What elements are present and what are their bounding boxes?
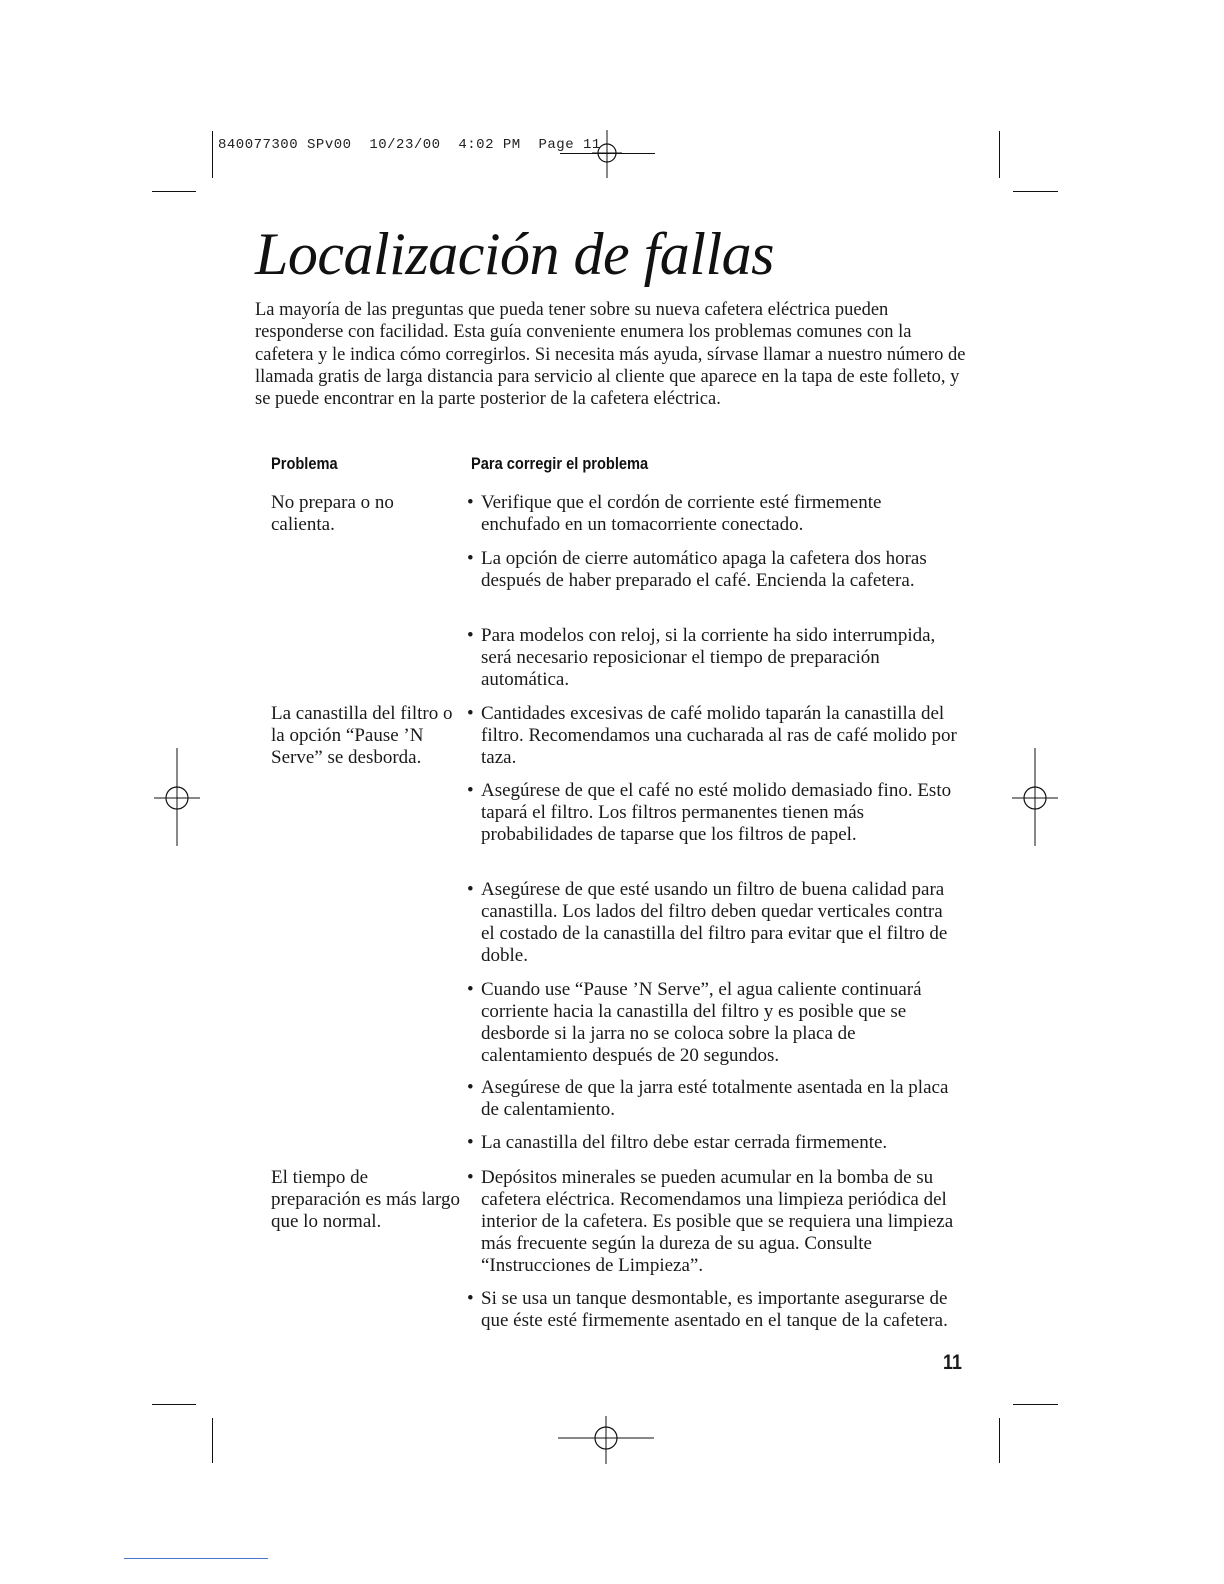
crop-mark-bottom-left-horizontal	[152, 1404, 196, 1405]
fix-text: La opción de cierre automático apaga la cafetera dos horas después de haber preparado el café. Encienda la cafetera.	[481, 548, 927, 591]
fix-item	[467, 1077, 957, 1121]
page-number: 11	[943, 1351, 962, 1374]
fix-item	[467, 548, 957, 592]
bullet: •	[467, 625, 474, 646]
problem-cell: El tiempo de preparación es más largo que lo normal.	[271, 1167, 461, 1232]
crop-mark-top-right-vertical	[999, 131, 1000, 178]
crop-mark-bottom-left-vertical	[212, 1418, 213, 1463]
slug-time: 4:02 PM	[458, 137, 521, 153]
bullet: •	[467, 979, 474, 1000]
fix-text: Cantidades excesivas de café molido taparán la canastilla del filtro. Recomendamos una cucharada al ras de café molido por taza.	[481, 703, 957, 768]
fix-text: Depósitos minerales se pueden acumular en la bomba de su cafetera eléctrica. Recomendamos una limpieza periódica del interior de la cafetera. Es posible que se requiera una limpieza más frecuente según la dureza de su agua. Consulte “Instrucciones de Limpieza”.	[481, 1167, 954, 1276]
crop-mark-top-left-vertical	[212, 131, 213, 178]
bullet: •	[467, 492, 474, 513]
fix-item	[467, 492, 957, 536]
registration-mark-top-icon	[590, 130, 624, 180]
problem-cell: La canastilla del filtro o la opción “Pause ’N Serve” se desborda.	[271, 703, 453, 768]
bottom-rule	[124, 1558, 268, 1559]
fix-text: Si se usa un tanque desmontable, es importante asegurarse de que éste esté firmemente asentado en el tanque de la cafetera.	[481, 1288, 948, 1331]
column-header-problem: Problema	[271, 454, 338, 473]
problem-cell: No prepara o no calienta.	[271, 492, 394, 535]
intro-paragraph: La mayoría de las preguntas que pueda tener sobre su nueva cafetera eléctrica pueden responderse con facilidad. Esta guía conveniente enumera los problemas comunes con la cafetera y le indica cómo corregirlos. Si necesita más ayuda, sírvase llamar a nuestro número de llamada gratis de larga distancia para servicio al cliente que aparece en la tapa de este folleto, y se puede encontrar en la parte posterior de la cafetera eléctrica.	[255, 300, 966, 410]
bullet: •	[467, 1288, 474, 1309]
page-title: Localización de fallas	[255, 221, 774, 287]
fix-text: Cuando use “Pause ’N Serve”, el agua caliente continuará corriente hacia la canastilla del filtro y es posible que se desborde si la jarra no se coloca sobre la placa de calentamiento después de 20 segundos.	[481, 979, 922, 1066]
fix-text: Asegúrese de que el café no esté molido demasiado fino. Esto tapará el filtro. Los filtros permanentes tienen más probabilidades de taparse que los filtros de papel.	[481, 780, 952, 845]
fix-text: Para modelos con reloj, si la corriente ha sido interrumpida, será necesario reposicionar el tiempo de preparación automática.	[481, 625, 936, 690]
fix-item	[467, 979, 957, 1067]
fix-text: La canastilla del filtro debe estar cerrada firmemente.	[481, 1132, 888, 1153]
fix-item	[467, 1132, 957, 1154]
fix-item	[467, 1167, 957, 1277]
printer-slug	[218, 137, 601, 153]
fix-item	[467, 703, 957, 769]
slug-code: 840077300 SPv00	[218, 137, 352, 153]
fix-item	[467, 879, 957, 967]
crop-mark-top-right-horizontal	[1013, 191, 1058, 192]
slug-page: Page 11	[538, 137, 601, 153]
bullet: •	[467, 879, 474, 900]
bullet: •	[467, 1167, 474, 1188]
crop-mark-bottom-right-horizontal	[1013, 1404, 1058, 1405]
slug-date: 10/23/00	[369, 137, 441, 153]
bullet: •	[467, 548, 474, 569]
bullet: •	[467, 1077, 474, 1098]
crop-mark-bottom-right-vertical	[999, 1418, 1000, 1463]
fix-text: Asegúrese de que esté usando un filtro de buena calidad para canastilla. Los lados del filtro deben quedar verticales contra el costado de la canastilla del filtro para evitar que el filtro de doble.	[481, 879, 948, 966]
bullet: •	[467, 703, 474, 724]
fix-text: Asegúrese de que la jarra esté totalmente asentada en la placa de calentamiento.	[481, 1077, 949, 1120]
fix-item	[467, 625, 957, 691]
fix-item	[467, 1288, 957, 1332]
registration-mark-right-icon	[1010, 746, 1060, 848]
column-header-fix: Para corregir el problema	[471, 454, 649, 473]
registration-mark-left-icon	[152, 746, 202, 848]
fix-text: Verifique que el cordón de corriente esté firmemente enchufado en un tomacorriente conectado.	[481, 492, 882, 535]
fix-item	[467, 780, 957, 846]
registration-mark-bottom-icon	[556, 1414, 656, 1466]
bullet: •	[467, 780, 474, 801]
crop-mark-top-left-horizontal	[152, 191, 196, 192]
bullet: •	[467, 1132, 474, 1153]
